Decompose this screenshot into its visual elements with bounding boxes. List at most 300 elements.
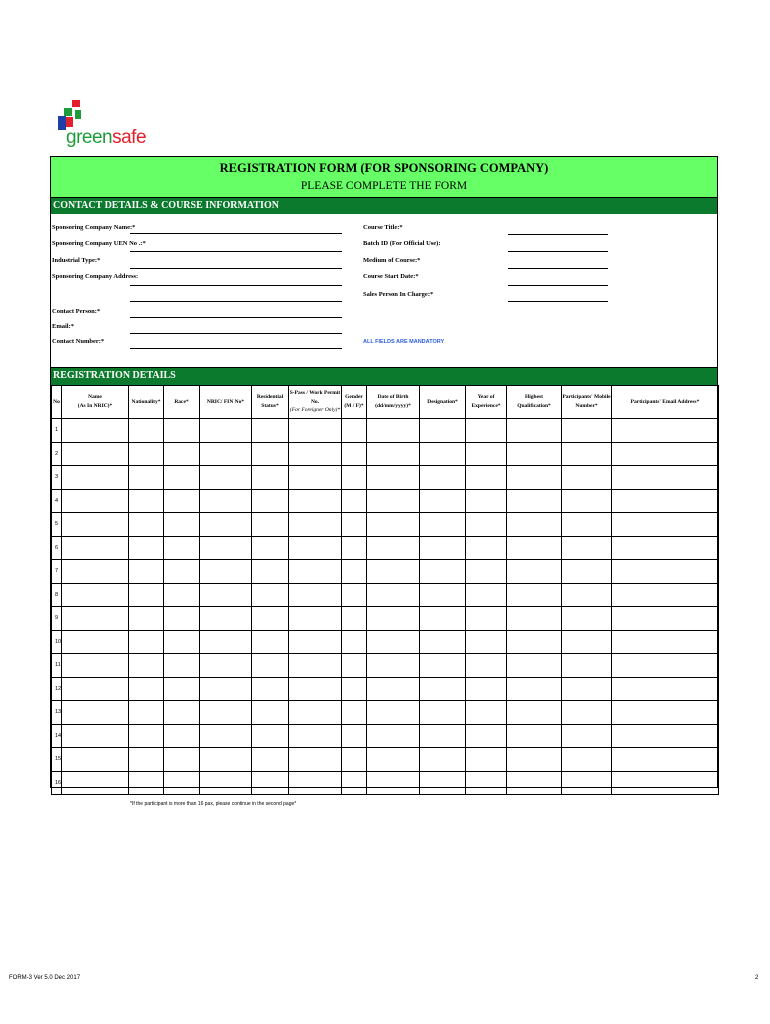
table-cell[interactable] <box>562 419 612 443</box>
col-gender-label: Gender <box>345 394 363 401</box>
col-name-label: Name <box>88 394 102 401</box>
table-cell[interactable] <box>252 748 289 772</box>
table-cell[interactable] <box>466 701 507 725</box>
table-cell[interactable] <box>62 607 129 631</box>
table-cell[interactable] <box>200 654 252 678</box>
table-cell[interactable] <box>200 489 252 513</box>
table-cell[interactable] <box>342 419 367 443</box>
table-row <box>52 630 719 654</box>
table-cell[interactable] <box>367 748 420 772</box>
table-row <box>52 748 719 772</box>
sales-person-field[interactable] <box>508 301 608 302</box>
table-cell[interactable] <box>420 442 466 466</box>
table-cell[interactable] <box>129 466 164 490</box>
table-cell[interactable] <box>420 513 466 537</box>
table-cell[interactable] <box>562 583 612 607</box>
batch-id-label: Batch ID (For Official Use): <box>363 240 441 247</box>
table-cell[interactable] <box>612 724 719 748</box>
table-cell[interactable] <box>62 560 129 584</box>
col-qualification <box>507 386 562 419</box>
col-email: Participants' Email Address* <box>612 386 719 419</box>
table-cell[interactable] <box>507 419 562 443</box>
table-cell[interactable] <box>289 677 342 701</box>
table-cell[interactable] <box>252 466 289 490</box>
logo-blue-square <box>58 116 66 130</box>
table-cell[interactable] <box>164 466 200 490</box>
table-cell[interactable] <box>252 771 289 795</box>
table-cell[interactable] <box>507 630 562 654</box>
table-cell[interactable] <box>612 607 719 631</box>
table-cell[interactable] <box>164 560 200 584</box>
table-row <box>52 513 719 537</box>
logo-red-square-2 <box>66 117 73 127</box>
table-cell[interactable] <box>342 442 367 466</box>
table-cell[interactable] <box>164 513 200 537</box>
course-title-field[interactable] <box>508 234 608 235</box>
col-experience: Year of Experience* <box>466 386 507 419</box>
table-cell[interactable] <box>200 466 252 490</box>
table-cell[interactable] <box>367 536 420 560</box>
table-cell[interactable] <box>612 748 719 772</box>
table-cell[interactable] <box>612 489 719 513</box>
table-cell[interactable] <box>507 489 562 513</box>
table-cell[interactable] <box>129 771 164 795</box>
table-cell[interactable] <box>562 654 612 678</box>
company-address-field-2[interactable] <box>130 301 342 302</box>
table-cell[interactable] <box>507 607 562 631</box>
col-gender-label-2: (M / F)* <box>344 403 364 409</box>
table-cell[interactable] <box>420 489 466 513</box>
table-cell[interactable] <box>420 419 466 443</box>
table-cell[interactable] <box>289 630 342 654</box>
company-name-field[interactable] <box>130 233 342 234</box>
table-cell[interactable] <box>420 748 466 772</box>
industrial-type-label: Industrial Type:* <box>52 257 101 264</box>
table-cell[interactable] <box>367 583 420 607</box>
table-cell[interactable] <box>562 607 612 631</box>
table-cell[interactable] <box>62 489 129 513</box>
row-number: 15 <box>52 748 62 772</box>
medium-field[interactable] <box>508 268 608 269</box>
contact-number-field[interactable] <box>130 348 342 349</box>
start-date-field[interactable] <box>508 285 608 286</box>
company-address-field-1[interactable] <box>130 285 342 286</box>
row-number: 3 <box>52 466 62 490</box>
table-cell[interactable] <box>562 724 612 748</box>
table-cell[interactable] <box>289 560 342 584</box>
table-cell[interactable] <box>562 513 612 537</box>
table-cell[interactable] <box>164 583 200 607</box>
logo-green-square-2 <box>75 110 81 119</box>
table-cell[interactable] <box>367 560 420 584</box>
table-cell[interactable] <box>289 724 342 748</box>
table-cell[interactable] <box>129 724 164 748</box>
table-cell[interactable] <box>342 513 367 537</box>
table-cell[interactable] <box>466 724 507 748</box>
table-cell[interactable] <box>420 677 466 701</box>
table-cell[interactable] <box>252 583 289 607</box>
table-row <box>52 583 719 607</box>
table-cell[interactable] <box>164 536 200 560</box>
table-cell[interactable] <box>252 677 289 701</box>
table-cell[interactable] <box>342 771 367 795</box>
form-title: REGISTRATION FORM (FOR SPONSORING COMPANY) <box>219 161 549 175</box>
table-cell[interactable] <box>289 466 342 490</box>
col-name-hint: (As In NRIC)* <box>77 403 113 409</box>
table-cell[interactable] <box>62 748 129 772</box>
table-cell[interactable] <box>367 466 420 490</box>
table-cell[interactable] <box>164 654 200 678</box>
table-cell[interactable] <box>367 442 420 466</box>
table-cell[interactable] <box>252 489 289 513</box>
table-cell[interactable] <box>466 607 507 631</box>
table-cell[interactable] <box>562 466 612 490</box>
table-cell[interactable] <box>252 630 289 654</box>
table-cell[interactable] <box>62 771 129 795</box>
table-cell[interactable] <box>367 607 420 631</box>
table-cell[interactable] <box>562 560 612 584</box>
table-cell[interactable] <box>562 630 612 654</box>
table-cell[interactable] <box>612 677 719 701</box>
sales-person-label: Sales Person In Charge:* <box>363 291 434 298</box>
table-cell[interactable] <box>466 442 507 466</box>
table-cell[interactable] <box>466 513 507 537</box>
table-row <box>52 677 719 701</box>
logo-text-green: green <box>66 127 113 148</box>
table-cell[interactable] <box>420 724 466 748</box>
col-designation: Designation* <box>420 386 466 419</box>
table-cell[interactable] <box>562 701 612 725</box>
table-cell[interactable] <box>367 489 420 513</box>
table-cell[interactable] <box>342 724 367 748</box>
table-cell[interactable] <box>562 677 612 701</box>
table-cell[interactable] <box>612 701 719 725</box>
table-cell[interactable] <box>62 654 129 678</box>
table-cell[interactable] <box>612 466 719 490</box>
row-number: 11 <box>52 654 62 678</box>
table-cell[interactable] <box>342 583 367 607</box>
table-cell[interactable] <box>62 442 129 466</box>
table-cell[interactable] <box>612 654 719 678</box>
table-cell[interactable] <box>342 489 367 513</box>
table-cell[interactable] <box>612 536 719 560</box>
table-cell[interactable] <box>252 560 289 584</box>
col-qualification-label-2: Qualification* <box>517 403 551 409</box>
table-cell[interactable] <box>200 442 252 466</box>
table-cell[interactable] <box>252 607 289 631</box>
table-cell[interactable] <box>289 583 342 607</box>
table-cell[interactable] <box>612 583 719 607</box>
table-cell[interactable] <box>129 607 164 631</box>
table-cell[interactable] <box>200 677 252 701</box>
col-mobile-label: Participants' Mobile <box>562 394 611 401</box>
table-cell[interactable] <box>342 560 367 584</box>
table-row <box>52 466 719 490</box>
registration-section-header: REGISTRATION DETAILS <box>51 367 717 385</box>
page-number: 2 <box>755 975 759 981</box>
batch-id-field[interactable] <box>508 251 608 252</box>
email-field[interactable] <box>130 333 342 334</box>
start-date-label: Course Start Date:* <box>363 273 419 280</box>
table-cell[interactable] <box>507 442 562 466</box>
row-number: 5 <box>52 513 62 537</box>
table-cell[interactable] <box>62 419 129 443</box>
table-cell[interactable] <box>289 748 342 772</box>
table-row <box>52 724 719 748</box>
table-cell[interactable] <box>420 560 466 584</box>
table-cell[interactable] <box>289 701 342 725</box>
table-cell[interactable] <box>252 442 289 466</box>
table-cell[interactable] <box>420 771 466 795</box>
table-cell[interactable] <box>612 560 719 584</box>
uen-field[interactable] <box>130 251 342 252</box>
table-cell[interactable] <box>164 677 200 701</box>
row-number: 6 <box>52 536 62 560</box>
table-cell[interactable] <box>466 771 507 795</box>
table-cell[interactable] <box>466 654 507 678</box>
table-cell[interactable] <box>342 677 367 701</box>
table-cell[interactable] <box>507 560 562 584</box>
table-cell[interactable] <box>200 419 252 443</box>
table-cell[interactable] <box>466 677 507 701</box>
greensafe-logo <box>54 100 147 152</box>
table-cell[interactable] <box>507 677 562 701</box>
row-number: 12 <box>52 677 62 701</box>
table-cell[interactable] <box>466 466 507 490</box>
col-residential <box>252 386 289 419</box>
table-cell[interactable] <box>367 701 420 725</box>
table-cell[interactable] <box>367 771 420 795</box>
table-cell[interactable] <box>289 654 342 678</box>
table-row <box>52 701 719 725</box>
table-cell[interactable] <box>342 630 367 654</box>
table-cell[interactable] <box>507 536 562 560</box>
row-number: 10 <box>52 630 62 654</box>
table-cell[interactable] <box>420 630 466 654</box>
table-cell[interactable] <box>507 701 562 725</box>
table-cell[interactable] <box>466 560 507 584</box>
table-cell[interactable] <box>62 583 129 607</box>
table-cell[interactable] <box>466 583 507 607</box>
table-cell[interactable] <box>342 466 367 490</box>
table-cell[interactable] <box>367 654 420 678</box>
table-cell[interactable] <box>200 701 252 725</box>
table-cell[interactable] <box>129 701 164 725</box>
table-cell[interactable] <box>562 489 612 513</box>
table-cell[interactable] <box>507 771 562 795</box>
table-cell[interactable] <box>466 630 507 654</box>
col-spass-hint: (For Foreigner Only)* <box>289 407 341 414</box>
col-race: Race* <box>164 386 200 419</box>
table-cell[interactable] <box>62 701 129 725</box>
table-cell[interactable] <box>612 419 719 443</box>
table-cell[interactable] <box>289 771 342 795</box>
table-cell[interactable] <box>420 654 466 678</box>
table-cell[interactable] <box>289 536 342 560</box>
contact-number-label: Contact Number:* <box>52 338 105 345</box>
table-cell[interactable] <box>252 701 289 725</box>
table-cell[interactable] <box>62 536 129 560</box>
contact-section-header: CONTACT DETAILS & COURSE INFORMATION <box>51 197 717 214</box>
col-nationality: Nationality* <box>129 386 164 419</box>
table-cell[interactable] <box>420 607 466 631</box>
table-cell[interactable] <box>507 654 562 678</box>
col-dob <box>367 386 420 419</box>
table-cell[interactable] <box>420 536 466 560</box>
table-cell[interactable] <box>200 630 252 654</box>
table-cell[interactable] <box>612 442 719 466</box>
table-cell[interactable] <box>342 654 367 678</box>
table-cell[interactable] <box>62 466 129 490</box>
contact-person-label: Contact Person:* <box>52 308 101 315</box>
table-cell[interactable] <box>420 583 466 607</box>
table-cell[interactable] <box>466 748 507 772</box>
table-cell[interactable] <box>164 607 200 631</box>
table-cell[interactable] <box>200 607 252 631</box>
uen-label: Sponsoring Company UEN No .:* <box>52 240 146 247</box>
col-residential-label-2: Status* <box>261 403 279 409</box>
table-cell[interactable] <box>200 748 252 772</box>
col-name <box>62 386 129 419</box>
col-dob-label: Date of Birth <box>377 394 409 401</box>
table-cell[interactable] <box>252 419 289 443</box>
table-row <box>52 654 719 678</box>
table-cell[interactable] <box>420 701 466 725</box>
table-row <box>52 442 719 466</box>
table-cell[interactable] <box>289 442 342 466</box>
table-cell[interactable] <box>562 748 612 772</box>
table-cell[interactable] <box>612 513 719 537</box>
table-cell[interactable] <box>252 724 289 748</box>
table-cell[interactable] <box>367 677 420 701</box>
table-cell[interactable] <box>342 536 367 560</box>
company-name-label: Sponsoring Company Name:* <box>52 224 136 231</box>
table-cell[interactable] <box>129 419 164 443</box>
table-cell[interactable] <box>62 513 129 537</box>
table-cell[interactable] <box>507 583 562 607</box>
table-cell[interactable] <box>466 419 507 443</box>
industrial-type-field[interactable] <box>130 268 342 269</box>
table-cell[interactable] <box>164 724 200 748</box>
table-cell[interactable] <box>367 419 420 443</box>
medium-label: Medium of Course:* <box>363 257 421 264</box>
col-mobile-label-2: Number* <box>575 403 598 409</box>
table-cell[interactable] <box>129 536 164 560</box>
table-cell[interactable] <box>466 536 507 560</box>
table-cell[interactable] <box>164 771 200 795</box>
table-cell[interactable] <box>612 771 719 795</box>
row-number: 2 <box>52 442 62 466</box>
table-cell[interactable] <box>367 630 420 654</box>
table-cell[interactable] <box>129 560 164 584</box>
table-cell[interactable] <box>129 513 164 537</box>
table-cell[interactable] <box>252 654 289 678</box>
table-cell[interactable] <box>164 701 200 725</box>
col-gender <box>342 386 367 419</box>
table-cell[interactable] <box>289 489 342 513</box>
row-number: 4 <box>52 489 62 513</box>
table-row <box>52 771 719 795</box>
table-cell[interactable] <box>129 583 164 607</box>
table-cell[interactable] <box>507 466 562 490</box>
table-cell[interactable] <box>200 560 252 584</box>
col-dob-label-2: (dd/mm/yyyy)* <box>375 403 411 409</box>
footnote: *If the participant is more than 16 pax, please continue in the second page* <box>130 801 297 807</box>
table-cell[interactable] <box>164 419 200 443</box>
table-cell[interactable] <box>367 724 420 748</box>
table-cell[interactable] <box>200 771 252 795</box>
table-cell[interactable] <box>62 724 129 748</box>
col-spass <box>289 386 342 419</box>
mandatory-note: ALL FIELDS ARE MANDATORY <box>363 339 445 345</box>
table-cell[interactable] <box>507 513 562 537</box>
table-cell[interactable] <box>289 419 342 443</box>
table-cell[interactable] <box>562 771 612 795</box>
table-cell[interactable] <box>252 513 289 537</box>
table-cell[interactable] <box>200 513 252 537</box>
table-row <box>52 489 719 513</box>
table-cell[interactable] <box>252 536 289 560</box>
row-number: 13 <box>52 701 62 725</box>
table-cell[interactable] <box>289 513 342 537</box>
logo-wordmark <box>66 128 146 147</box>
table-cell[interactable] <box>200 536 252 560</box>
table-row <box>52 607 719 631</box>
table-row <box>52 560 719 584</box>
table-cell[interactable] <box>466 489 507 513</box>
table-cell[interactable] <box>129 654 164 678</box>
table-cell[interactable] <box>507 748 562 772</box>
table-cell[interactable] <box>342 607 367 631</box>
email-label: Email:* <box>52 323 75 330</box>
table-cell[interactable] <box>62 630 129 654</box>
col-nric: NRIC/ FIN No* <box>200 386 252 419</box>
table-cell[interactable] <box>367 513 420 537</box>
table-cell[interactable] <box>129 748 164 772</box>
row-number: 1 <box>52 419 62 443</box>
col-qualification-label: Highest <box>524 394 544 401</box>
table-cell[interactable] <box>420 466 466 490</box>
table-cell[interactable] <box>562 442 612 466</box>
table-cell[interactable] <box>342 748 367 772</box>
table-cell[interactable] <box>62 677 129 701</box>
logo-text-red: safe <box>112 127 147 148</box>
table-cell[interactable] <box>164 630 200 654</box>
form-version: FORM-3 Ver 5.0 Dec 2017 <box>9 975 81 981</box>
course-title-label: Course Title:* <box>363 224 403 231</box>
table-cell[interactable] <box>164 489 200 513</box>
table-cell[interactable] <box>129 489 164 513</box>
table-cell[interactable] <box>562 536 612 560</box>
table-cell[interactable] <box>507 724 562 748</box>
col-residential-label: Residential <box>256 394 284 401</box>
table-cell[interactable] <box>289 607 342 631</box>
table-cell[interactable] <box>129 442 164 466</box>
table-cell[interactable] <box>129 677 164 701</box>
row-number: 7 <box>52 560 62 584</box>
table-cell[interactable] <box>200 583 252 607</box>
table-cell[interactable] <box>200 724 252 748</box>
table-cell[interactable] <box>164 442 200 466</box>
table-cell[interactable] <box>342 701 367 725</box>
table-cell[interactable] <box>164 748 200 772</box>
table-header-row <box>52 386 719 419</box>
table-cell[interactable] <box>129 630 164 654</box>
col-mobile <box>562 386 612 419</box>
contact-person-field[interactable] <box>130 317 342 318</box>
table-cell[interactable] <box>612 630 719 654</box>
col-spass-label: S-Pass / Work Permit No. <box>289 389 341 405</box>
